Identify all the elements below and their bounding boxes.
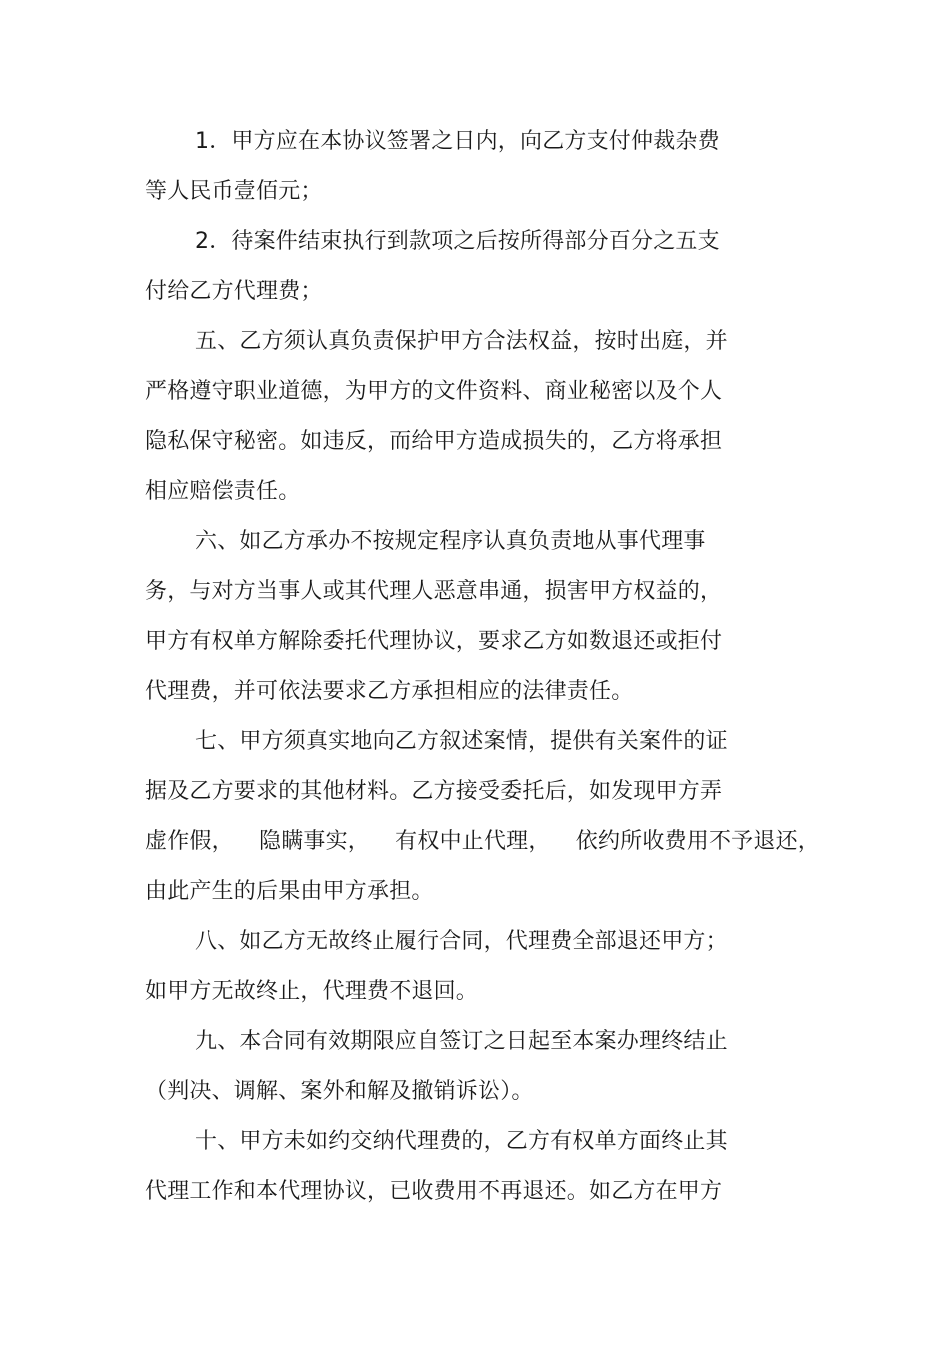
- clause-7-line-2: 据及乙方要求的其他材料。乙方接受委托后，如发现甲方弄: [145, 779, 723, 804]
- clause-9-line-2: （判决、调解、案外和解及撤销诉讼）。: [145, 1079, 534, 1104]
- clause-6-line-3: 甲方有权单方解除委托代理协议，要求乙方如数退还或拒付: [145, 629, 723, 654]
- clause-7-line-4: 由此产生的后果由甲方承担。: [145, 879, 434, 904]
- clause-6-line-4: 代理费，并可依法要求乙方承担相应的法律责任。: [145, 679, 634, 704]
- clause-5-line-3: 隐私保守秘密。如违反，而给甲方造成损失的，乙方将承担: [145, 429, 723, 454]
- clause-9-line-1: 九、本合同有效期限应自签订之日起至本案办理终结止: [195, 1029, 728, 1054]
- clause-6-line-2: 务，与对方当事人或其代理人恶意串通，损害甲方权益的，: [145, 579, 723, 604]
- clause-8-line-2: 如甲方无故终止，代理费不退回。: [145, 979, 479, 1004]
- clause-8-line-1: 八、如乙方无故终止履行合同，代理费全部退还甲方；: [195, 929, 728, 954]
- clause-10-line-1: 十、甲方未如约交纳代理费的，乙方有权单方面终止其: [195, 1129, 728, 1154]
- clause-6-line-1: 六、如乙方承办不按规定程序认真负责地从事代理事: [195, 529, 706, 554]
- clause-2-line-2: 付给乙方代理费；: [145, 279, 323, 304]
- clause-7-line-3: 虚作假， 隐瞒事实， 有权中止代理， 依约所收费用不予退还，: [145, 829, 820, 854]
- clause-5-line-2: 严格遵守职业道德，为甲方的文件资料、商业秘密以及个人: [145, 379, 723, 404]
- clause-5-line-4: 相应赔偿责任。: [145, 479, 301, 504]
- clause-5-line-1: 五、乙方须认真负责保护甲方合法权益，按时出庭，并: [195, 329, 728, 354]
- clause-2-line-1: 2．待案件结束执行到款项之后按所得部分百分之五支: [195, 229, 720, 254]
- clause-7-line-1: 七、甲方须真实地向乙方叙述案情，提供有关案件的证: [195, 729, 728, 754]
- clause-1-line-1: 1．甲方应在本协议签署之日内，向乙方支付仲裁杂费: [195, 129, 720, 154]
- clause-1-line-2: 等人民币壹佰元；: [145, 179, 323, 204]
- clause-10-line-2: 代理工作和本代理协议，已收费用不再退还。如乙方在甲方: [145, 1179, 723, 1204]
